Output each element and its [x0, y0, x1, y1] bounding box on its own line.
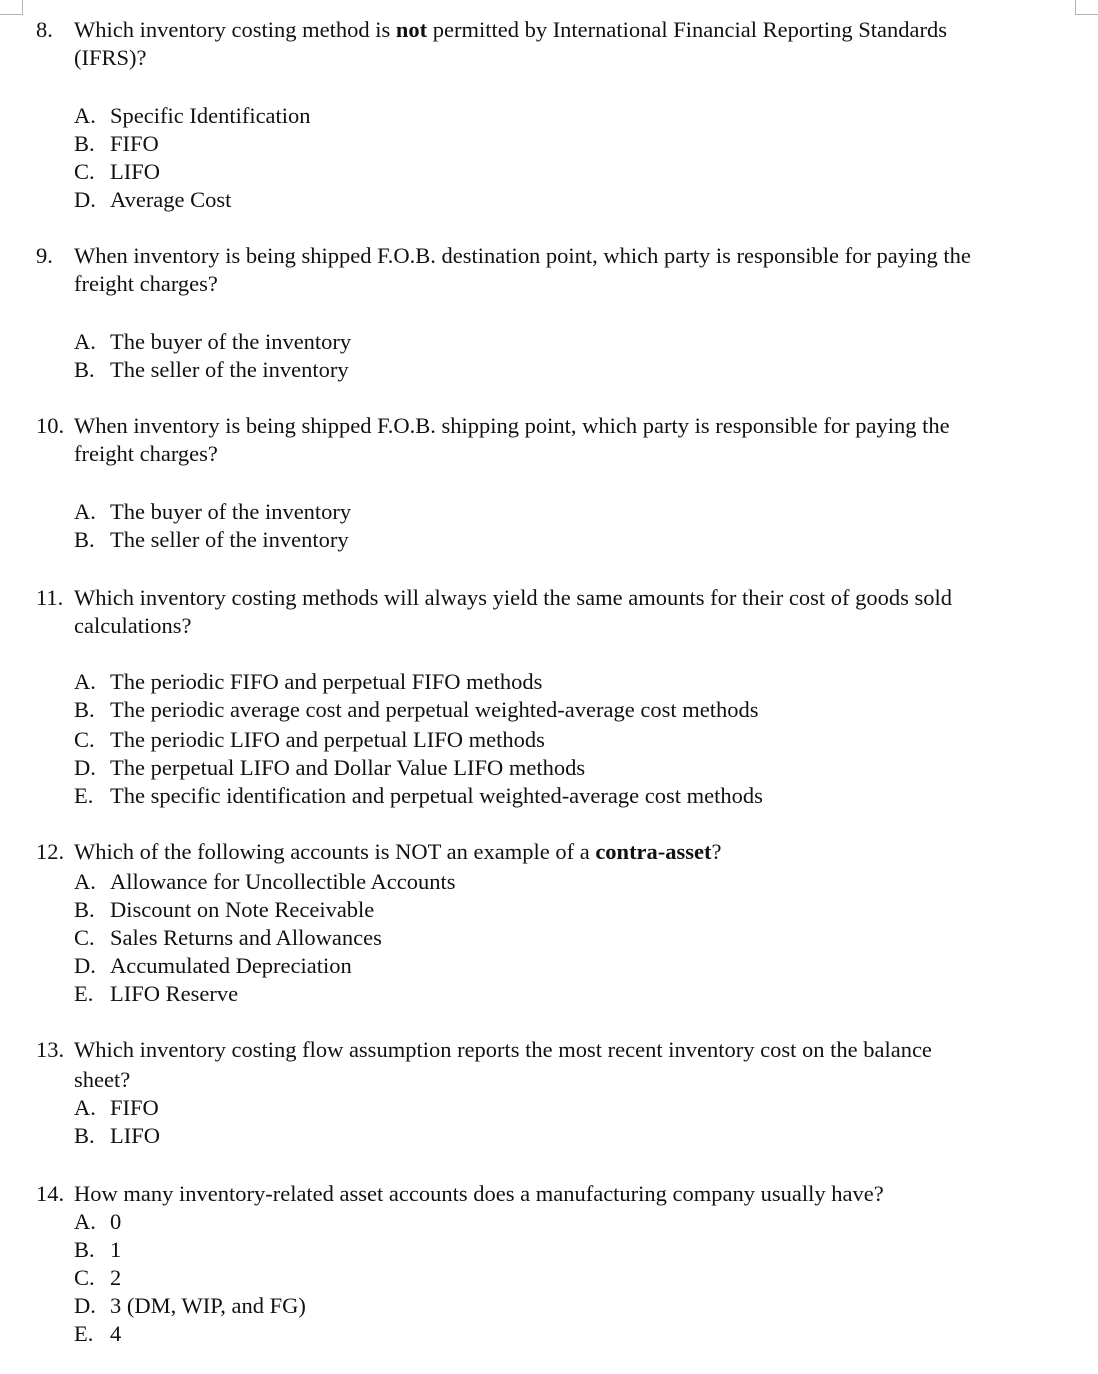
option-letter: C.: [74, 925, 95, 950]
option-text: Average Cost: [110, 187, 232, 212]
option-letter: A.: [74, 669, 96, 694]
option-letter: D.: [74, 953, 96, 978]
option-letter: B.: [74, 1123, 95, 1148]
option-letter: A.: [74, 329, 96, 354]
option-letter: C.: [74, 1265, 95, 1290]
question-number: 14.: [36, 1181, 65, 1206]
option-text: Discount on Note Receivable: [110, 897, 375, 922]
option-text: 2: [110, 1265, 122, 1290]
option-text: Sales Returns and Allowances: [110, 925, 382, 950]
option-letter: A.: [74, 1209, 96, 1234]
option-text: 3 (DM, WIP, and FG): [110, 1293, 306, 1318]
option-letter: A.: [74, 103, 96, 128]
option-text: The periodic average cost and perpetual weighted-average cost methods: [110, 697, 759, 722]
option-letter: A.: [74, 499, 96, 524]
option-letter: C.: [74, 727, 95, 752]
option-letter: E.: [74, 783, 94, 808]
option-text: The buyer of the inventory: [110, 499, 352, 524]
option-letter: D.: [74, 1293, 96, 1318]
question-text-line1: Which of the following accounts is NOT an example of a contra-asset?: [74, 839, 722, 864]
option-letter: E.: [74, 1321, 94, 1346]
option-letter: B.: [74, 131, 95, 156]
option-text: FIFO: [110, 1095, 159, 1120]
question-text-line2: freight charges?: [74, 441, 218, 466]
question-number: 12.: [36, 839, 65, 864]
option-letter: A.: [74, 869, 96, 894]
option-letter: B.: [74, 527, 95, 552]
option-text: 1: [110, 1237, 122, 1262]
page-corner-mark-left: [0, 0, 23, 15]
option-letter: D.: [74, 755, 96, 780]
question-text-line1: Which inventory costing methods will always yield the same amounts for their cost of goods sold: [74, 585, 952, 610]
option-letter: C.: [74, 159, 95, 184]
option-text: The perpetual LIFO and Dollar Value LIFO methods: [110, 755, 586, 780]
option-text: LIFO: [110, 159, 160, 184]
question-text-line2: freight charges?: [74, 271, 218, 296]
question-text-line2: sheet?: [74, 1067, 131, 1092]
option-text: The periodic LIFO and perpetual LIFO methods: [110, 727, 545, 752]
question-number: 9.: [36, 243, 53, 268]
question-text-line2: (IFRS)?: [74, 45, 147, 70]
option-text: Allowance for Uncollectible Accounts: [110, 869, 456, 894]
question-text-line2: calculations?: [74, 613, 192, 638]
option-text: Accumulated Depreciation: [110, 953, 352, 978]
option-letter: B.: [74, 897, 95, 922]
option-text: The seller of the inventory: [110, 357, 349, 382]
option-letter: A.: [74, 1095, 96, 1120]
question-text-line1: Which inventory costing method is not permitted by International Financial Reporting Standards: [74, 17, 947, 42]
question-number: 13.: [36, 1037, 65, 1062]
option-text: 0: [110, 1209, 122, 1234]
question-number: 10.: [36, 413, 65, 438]
option-text: FIFO: [110, 131, 159, 156]
question-number: 11.: [36, 585, 64, 610]
question-text-line1: How many inventory-related asset accounts does a manufacturing company usually have?: [74, 1181, 884, 1206]
option-text: Specific Identification: [110, 103, 311, 128]
page-corner-mark-right: [1075, 0, 1098, 15]
option-text: The periodic FIFO and perpetual FIFO methods: [110, 669, 543, 694]
option-text: 4: [110, 1321, 122, 1346]
option-text: The specific identification and perpetual weighted-average cost methods: [110, 783, 763, 808]
question-text-line1: When inventory is being shipped F.O.B. shipping point, which party is responsible for paying the: [74, 413, 950, 438]
option-text: LIFO Reserve: [110, 981, 239, 1006]
option-letter: D.: [74, 187, 96, 212]
option-letter: B.: [74, 697, 95, 722]
option-text: LIFO: [110, 1123, 160, 1148]
option-letter: E.: [74, 981, 94, 1006]
option-letter: B.: [74, 1237, 95, 1262]
option-text: The seller of the inventory: [110, 527, 349, 552]
question-number: 8.: [36, 17, 53, 42]
option-text: The buyer of the inventory: [110, 329, 352, 354]
option-letter: B.: [74, 357, 95, 382]
question-text-line1: When inventory is being shipped F.O.B. destination point, which party is responsible for paying the: [74, 243, 971, 268]
question-text-line1: Which inventory costing flow assumption reports the most recent inventory cost on the balance: [74, 1037, 932, 1062]
